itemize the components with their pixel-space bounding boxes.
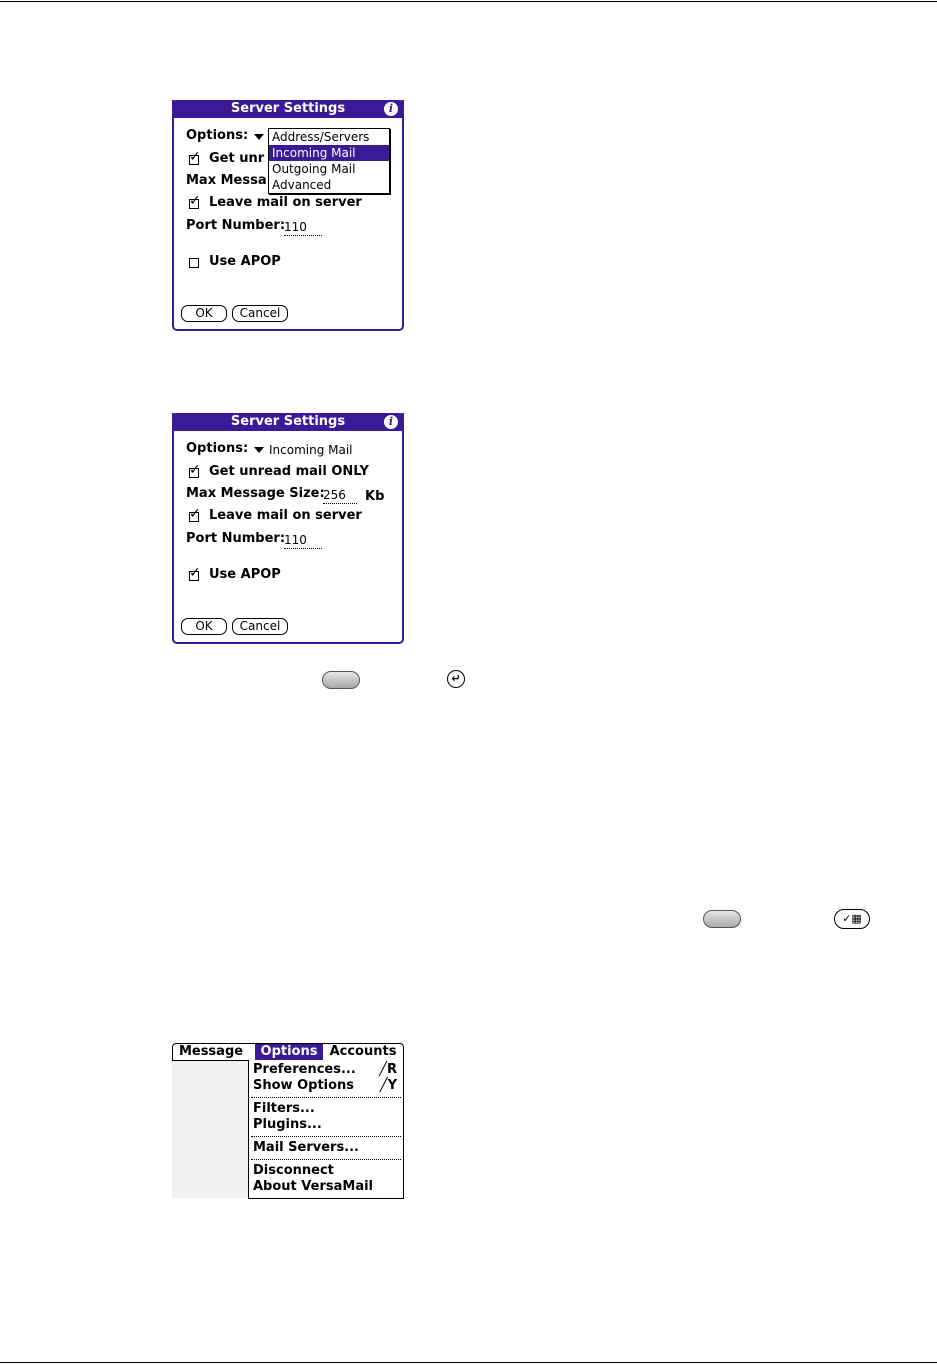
center-navigator-button-icon: [703, 910, 741, 928]
menu-item-about[interactable]: About VersaMail: [253, 1179, 374, 1194]
menu-title-options[interactable]: Options: [255, 1044, 323, 1060]
use-apop-checkbox[interactable]: [189, 258, 199, 268]
menu-backdrop: [172, 1060, 248, 1198]
server-settings-dialog-incoming: [172, 413, 404, 644]
menu-item-filters[interactable]: Filters...: [253, 1101, 315, 1116]
ok-button[interactable]: OK: [181, 618, 227, 635]
max-message-label: Max Messa: [186, 173, 267, 188]
options-label: Options:: [186, 441, 249, 456]
port-number-input[interactable]: 110: [284, 219, 322, 236]
menu-separator: [251, 1159, 401, 1160]
leave-mail-checkbox[interactable]: ✓: [189, 193, 201, 209]
use-apop-label: Use APOP: [209, 254, 281, 269]
use-apop-label: Use APOP: [209, 567, 281, 582]
menu-item-show-options[interactable]: Show Options: [253, 1078, 355, 1093]
use-apop-checkbox[interactable]: ✓: [189, 565, 201, 581]
top-rule: [0, 1, 937, 2]
menu-item-disconnect[interactable]: Disconnect: [253, 1163, 334, 1178]
preferences-shortcut: ╱R: [379, 1062, 397, 1077]
info-icon[interactable]: i: [384, 415, 398, 429]
get-unread-checkbox[interactable]: ✓: [189, 462, 201, 478]
max-message-unit: Kb: [365, 489, 385, 504]
get-unread-label: Get unread mail ONLY: [209, 464, 369, 479]
dialog-title: Server Settings: [230, 414, 346, 429]
options-label: Options:: [186, 128, 249, 143]
leave-mail-label: Leave mail on server: [209, 508, 362, 523]
popup-item-incoming-mail[interactable]: Incoming Mail: [269, 145, 389, 161]
get-unread-checkbox[interactable]: ✓: [189, 149, 201, 165]
options-menu-panel: [248, 1060, 404, 1199]
server-settings-dialog-popup-open: [172, 100, 404, 331]
bottom-rule: [0, 1362, 937, 1363]
cancel-button[interactable]: Cancel: [232, 618, 288, 635]
menu-stroke-glyph-icon: ✓: [842, 912, 852, 925]
port-number-label: Port Number:: [186, 531, 286, 546]
center-navigator-button-icon: [322, 671, 360, 689]
port-number-input[interactable]: 110: [284, 532, 322, 549]
options-trigger-arrow-icon[interactable]: [254, 447, 264, 453]
leave-mail-checkbox[interactable]: ✓: [189, 506, 201, 522]
menu-icon: ✓▦: [834, 909, 870, 929]
port-number-label: Port Number:: [186, 218, 286, 233]
menu-item-preferences[interactable]: Preferences...: [253, 1062, 356, 1077]
menu-separator: [251, 1097, 401, 1098]
get-unread-label: Get unr: [209, 151, 265, 166]
max-message-label: Max Message Size:: [186, 486, 325, 501]
show-options-shortcut: ╱Y: [379, 1078, 397, 1093]
menu-item-mail-servers[interactable]: Mail Servers...: [253, 1140, 359, 1155]
popup-item-advanced[interactable]: Advanced: [272, 178, 332, 192]
leave-mail-label: Leave mail on server: [209, 195, 362, 210]
menu-title-accounts[interactable]: Accounts: [329, 1044, 397, 1059]
cancel-button[interactable]: Cancel: [232, 305, 288, 322]
menu-bar: [172, 1043, 404, 1061]
options-selected-value[interactable]: Incoming Mail: [269, 443, 353, 457]
dialog-title-bar: [172, 413, 404, 431]
menu-separator: [251, 1136, 401, 1137]
options-trigger-arrow-icon[interactable]: [254, 134, 264, 140]
max-message-input[interactable]: 256: [323, 487, 357, 504]
dialog-title: Server Settings: [230, 101, 346, 116]
popup-item-address-servers[interactable]: Address/Servers: [272, 130, 370, 144]
info-icon[interactable]: i: [384, 102, 398, 116]
enter-stroke-icon: ↵: [447, 670, 465, 688]
dialog-title-bar: [172, 100, 404, 118]
options-popup-list: [268, 128, 390, 194]
popup-item-outgoing-mail[interactable]: Outgoing Mail: [272, 162, 356, 176]
ok-button[interactable]: OK: [181, 305, 227, 322]
menu-item-plugins[interactable]: Plugins...: [253, 1117, 322, 1132]
menu-title-message[interactable]: Message: [178, 1044, 244, 1059]
